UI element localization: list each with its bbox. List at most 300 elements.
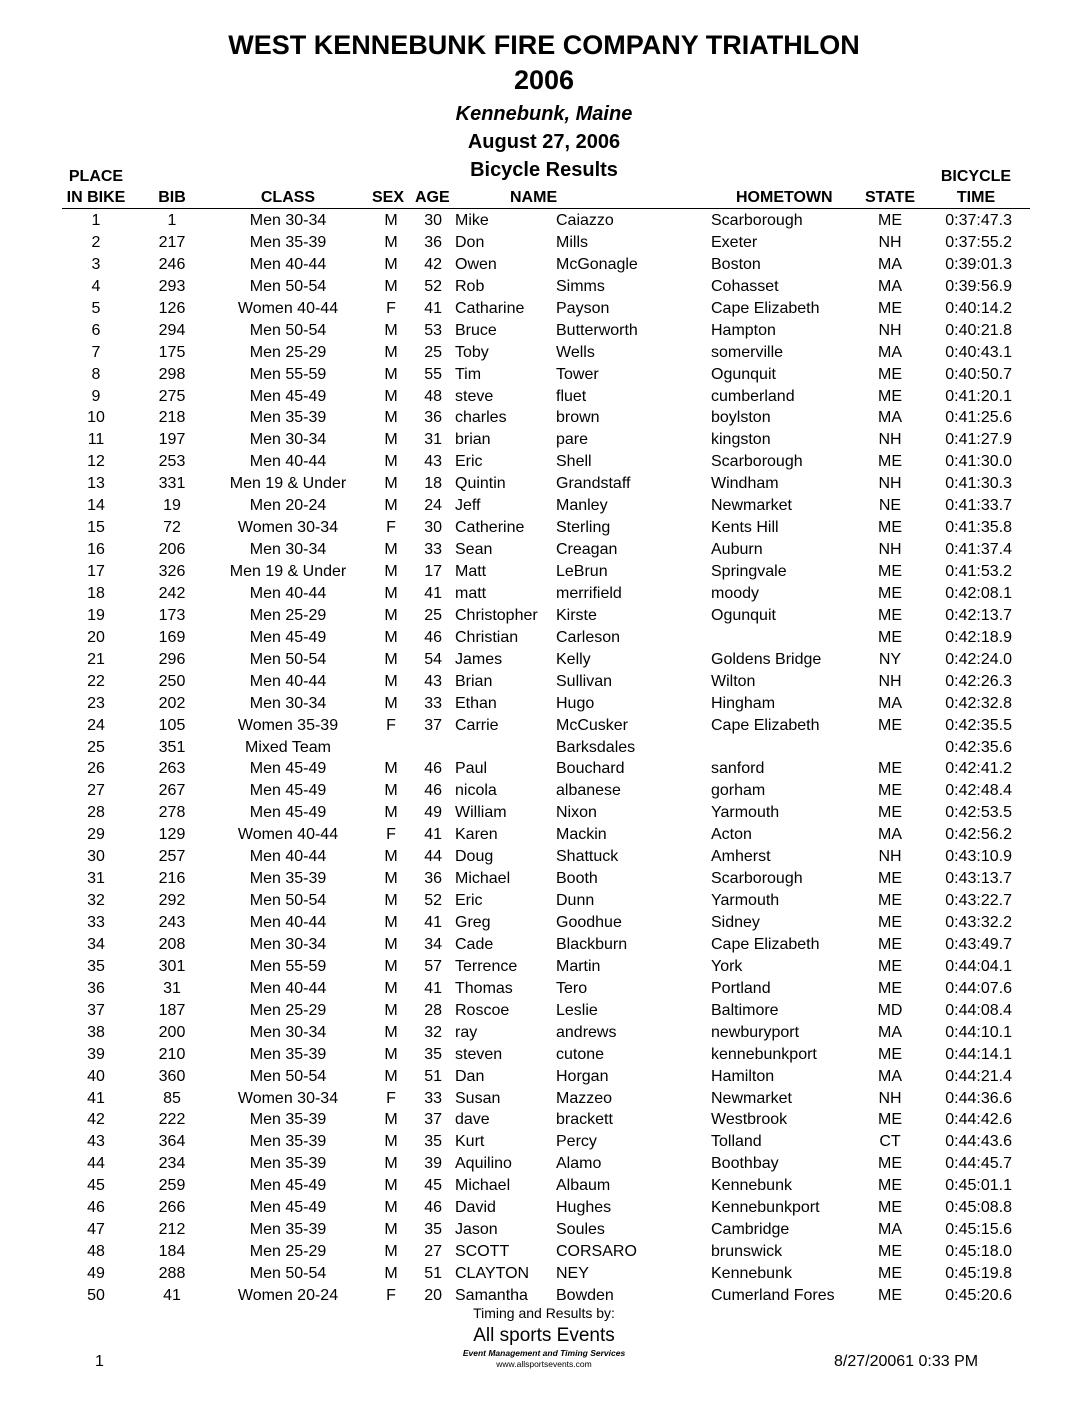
bib-cell: 294 — [158, 321, 186, 339]
bib-cell: 278 — [158, 804, 186, 822]
hometown-cell: Kents Hill — [711, 519, 779, 537]
sex-cell: M — [384, 584, 398, 602]
bike-time-cell: 0:42:26.3 — [945, 672, 1012, 690]
state-cell: NH — [878, 475, 902, 493]
state-cell: ME — [878, 979, 902, 997]
state-cell: NH — [878, 431, 902, 449]
bib-cell: 253 — [158, 453, 186, 471]
class-cell: Women 30-34 — [237, 1089, 339, 1107]
state-cell: ME — [878, 453, 902, 471]
last-name-cell: Shattuck — [556, 848, 619, 866]
place-cell: 2 — [91, 233, 101, 251]
hometown-cell: Newmarket — [711, 497, 792, 515]
table-row — [0, 846, 1088, 868]
bib-cell: 105 — [158, 716, 186, 734]
age-cell: 41 — [424, 299, 442, 317]
table-row — [0, 517, 1088, 539]
column-header-place-line1: PLACE — [68, 168, 124, 185]
first-name-cell: Owen — [455, 255, 497, 273]
sex-cell: M — [384, 321, 398, 339]
last-name-cell: Mills — [556, 233, 588, 251]
state-cell: NH — [878, 1089, 902, 1107]
hometown-cell: Newmarket — [711, 1089, 792, 1107]
class-cell: Men 30-34 — [249, 935, 327, 953]
table-row — [0, 1131, 1088, 1153]
last-name-cell: Creagan — [556, 541, 618, 559]
age-cell: 35 — [424, 1045, 442, 1063]
sex-cell: M — [384, 606, 398, 624]
sex-cell: M — [384, 1001, 398, 1019]
class-cell: Men 30-34 — [249, 431, 327, 449]
page-number: 1 — [95, 1353, 104, 1370]
table-row — [0, 583, 1088, 605]
state-cell: ME — [878, 935, 902, 953]
table-row — [0, 429, 1088, 451]
hometown-cell: Boothbay — [711, 1155, 779, 1173]
bike-time-cell: 0:40:50.7 — [945, 365, 1012, 383]
first-name-cell: Kurt — [455, 1133, 485, 1151]
age-cell: 33 — [424, 541, 442, 559]
state-cell: ME — [878, 519, 902, 537]
place-cell: 4 — [91, 277, 101, 295]
table-row — [0, 451, 1088, 473]
first-name-cell: charles — [455, 409, 507, 427]
bib-cell: 197 — [158, 431, 186, 449]
bib-cell: 301 — [158, 957, 186, 975]
age-cell: 25 — [424, 606, 442, 624]
bib-cell: 216 — [158, 870, 186, 888]
bike-time-cell: 0:39:01.3 — [945, 255, 1012, 273]
bike-time-cell: 0:42:35.6 — [945, 738, 1012, 756]
place-cell: 40 — [87, 1067, 105, 1085]
class-cell: Men 40-44 — [249, 255, 327, 273]
hometown-cell: Cambridge — [711, 1221, 790, 1239]
first-name-cell: Ethan — [455, 694, 497, 712]
class-cell: Men 50-54 — [249, 277, 327, 295]
class-cell: Men 40-44 — [249, 848, 327, 866]
place-cell: 33 — [87, 914, 105, 931]
place-cell: 27 — [87, 782, 105, 800]
hometown-cell: Portland — [711, 979, 771, 997]
table-row — [0, 1263, 1088, 1285]
age-cell: 46 — [424, 628, 442, 646]
table-row — [0, 232, 1088, 254]
bib-cell: 326 — [158, 563, 186, 580]
bike-time-cell: 0:42:32.8 — [945, 694, 1012, 712]
sex-cell: M — [384, 694, 398, 712]
bib-cell: 243 — [158, 914, 186, 931]
bike-time-cell: 0:45:15.6 — [945, 1221, 1012, 1239]
first-name-cell: Terrence — [455, 957, 518, 975]
age-cell: 41 — [424, 914, 442, 931]
last-name-cell: Grandstaff — [556, 475, 631, 493]
sex-cell: M — [384, 935, 398, 953]
hometown-cell: gorham — [711, 782, 766, 800]
sex-cell: M — [384, 628, 398, 646]
last-name-cell: Horgan — [556, 1067, 609, 1085]
age-cell: 52 — [424, 277, 442, 295]
last-name-cell: Kirste — [556, 606, 597, 624]
timing-company: All sports Events — [473, 1325, 615, 1346]
place-cell: 12 — [87, 453, 105, 471]
age-cell: 42 — [424, 255, 442, 273]
table-row — [0, 1153, 1088, 1175]
last-name-cell: Percy — [556, 1133, 597, 1151]
bike-time-cell: 0:45:08.8 — [945, 1199, 1012, 1217]
bike-time-cell: 0:45:20.6 — [945, 1286, 1012, 1304]
sex-cell: M — [384, 1023, 398, 1041]
bib-cell: 234 — [158, 1155, 186, 1173]
bib-cell: 267 — [158, 782, 186, 800]
first-name-cell: Carrie — [455, 716, 499, 734]
hometown-cell: Yarmouth — [711, 804, 780, 822]
hometown-cell: Amherst — [711, 848, 771, 866]
state-cell: ME — [878, 584, 902, 602]
sex-cell: M — [384, 804, 398, 822]
place-cell: 20 — [87, 628, 105, 646]
bib-cell: 202 — [158, 694, 186, 712]
hometown-cell: Hamilton — [711, 1067, 775, 1085]
last-name-cell: Bouchard — [556, 760, 625, 778]
age-cell: 41 — [424, 584, 442, 602]
bib-cell: 250 — [158, 672, 186, 690]
sex-cell: M — [384, 563, 398, 580]
bike-time-cell: 0:44:08.4 — [945, 1001, 1012, 1019]
bike-time-cell: 0:43:10.9 — [945, 848, 1012, 866]
bib-cell: 298 — [158, 365, 186, 383]
bib-cell: 19 — [163, 497, 181, 515]
state-cell: NH — [878, 233, 902, 251]
first-name-cell: Catharine — [455, 299, 525, 317]
age-cell: 33 — [424, 694, 442, 712]
first-name-cell: Jeff — [455, 497, 481, 515]
sex-cell: M — [384, 1045, 398, 1063]
hometown-cell: Hingham — [711, 694, 776, 712]
place-cell: 11 — [87, 431, 105, 449]
table-row — [0, 1175, 1088, 1197]
state-cell: ME — [878, 1243, 902, 1261]
sex-cell: M — [384, 1243, 398, 1261]
last-name-cell: Albaum — [556, 1177, 611, 1195]
place-cell: 19 — [87, 606, 105, 624]
first-name-cell: Jason — [455, 1221, 498, 1239]
class-cell: Women 35-39 — [237, 716, 339, 734]
bib-cell: 266 — [158, 1199, 186, 1217]
first-name-cell: Eric — [455, 453, 483, 471]
place-cell: 47 — [87, 1221, 105, 1239]
class-cell: Men 25-29 — [249, 1243, 327, 1261]
bib-cell: 222 — [158, 1111, 186, 1129]
sex-cell: M — [384, 914, 398, 931]
place-cell: 25 — [87, 738, 105, 756]
hometown-cell: Cumerland Fores — [711, 1286, 835, 1304]
bib-cell: 41 — [163, 1286, 181, 1304]
class-cell: Men 25-29 — [249, 343, 327, 361]
class-cell: Men 25-29 — [249, 1001, 327, 1019]
bike-time-cell: 0:42:56.2 — [945, 826, 1012, 844]
table-row — [0, 956, 1088, 978]
place-cell: 49 — [87, 1265, 105, 1282]
bike-time-cell: 0:41:27.9 — [945, 431, 1012, 449]
last-name-cell: LeBrun — [556, 563, 608, 580]
bib-cell: 200 — [158, 1023, 186, 1041]
sex-cell: M — [384, 1111, 398, 1129]
place-cell: 24 — [87, 716, 105, 734]
age-cell: 35 — [424, 1133, 442, 1151]
last-name-cell: Goodhue — [556, 914, 622, 931]
sex-cell: M — [384, 541, 398, 559]
bib-cell: 296 — [158, 650, 186, 668]
state-cell: ME — [878, 606, 902, 624]
place-cell: 10 — [87, 409, 105, 427]
last-name-cell: Bowden — [556, 1286, 614, 1304]
first-name-cell: steve — [455, 387, 494, 405]
class-cell: Men 50-54 — [249, 1067, 327, 1085]
class-cell: Men 20-24 — [249, 497, 327, 515]
state-cell: ME — [878, 628, 902, 646]
age-cell: 20 — [424, 1286, 442, 1304]
place-cell: 39 — [87, 1045, 105, 1063]
last-name-cell: Butterworth — [556, 321, 638, 339]
place-cell: 15 — [87, 519, 105, 537]
table-row — [0, 254, 1088, 276]
table-row — [0, 1066, 1088, 1088]
bib-cell: 210 — [158, 1045, 186, 1063]
bike-time-cell: 0:41:37.4 — [945, 541, 1012, 559]
first-name-cell: Paul — [455, 760, 488, 778]
table-row — [0, 890, 1088, 912]
bike-time-cell: 0:44:04.1 — [945, 957, 1012, 975]
class-cell: Men 35-39 — [249, 1111, 327, 1129]
age-cell: 55 — [424, 365, 442, 383]
last-name-cell: fluet — [556, 387, 587, 405]
class-cell: Men 50-54 — [249, 892, 327, 910]
sex-cell: M — [384, 650, 398, 668]
last-name-cell: Kelly — [556, 650, 591, 668]
bib-cell: 242 — [158, 584, 186, 602]
age-cell: 30 — [424, 519, 442, 537]
table-row — [0, 802, 1088, 824]
class-cell: Men 19 & Under — [229, 475, 347, 493]
age-cell: 54 — [424, 650, 442, 668]
last-name-cell: Mazzeo — [556, 1089, 613, 1107]
state-cell: ME — [878, 299, 902, 317]
place-cell: 16 — [87, 541, 105, 559]
bib-cell: 360 — [158, 1067, 186, 1085]
table-row — [0, 649, 1088, 671]
bib-cell: 218 — [158, 409, 186, 427]
first-name-cell: Greg — [455, 914, 491, 931]
place-cell: 1 — [91, 212, 101, 229]
class-cell: Men 35-39 — [249, 1133, 327, 1151]
bib-cell: 292 — [158, 892, 186, 910]
hometown-cell: York — [711, 957, 743, 975]
last-name-cell: McCusker — [556, 716, 629, 734]
age-cell: 57 — [424, 957, 442, 975]
first-name-cell: Michael — [455, 870, 511, 888]
state-cell: ME — [878, 1199, 902, 1217]
place-cell: 8 — [91, 365, 101, 383]
bike-time-cell: 0:43:13.7 — [945, 870, 1012, 888]
first-name-cell: brian — [455, 431, 491, 449]
place-cell: 37 — [87, 1001, 105, 1019]
bib-cell: 187 — [158, 1001, 186, 1019]
place-cell: 22 — [87, 672, 105, 690]
state-cell: MA — [878, 255, 902, 273]
class-cell: Men 25-29 — [249, 606, 327, 624]
hometown-cell: Yarmouth — [711, 892, 780, 910]
state-cell: MA — [878, 343, 902, 361]
first-name-cell: William — [455, 804, 507, 822]
first-name-cell: Matt — [455, 563, 487, 580]
state-cell: CT — [879, 1133, 901, 1151]
table-row — [0, 715, 1088, 737]
class-cell: Men 30-34 — [249, 1023, 327, 1041]
sex-cell: M — [384, 212, 398, 229]
table-row — [0, 627, 1088, 649]
hometown-cell: Cape Elizabeth — [711, 935, 820, 953]
state-cell: MA — [878, 694, 902, 712]
first-name-cell: Eric — [455, 892, 483, 910]
sex-cell: F — [386, 519, 396, 537]
bike-time-cell: 0:41:25.6 — [945, 409, 1012, 427]
bike-time-cell: 0:44:14.1 — [945, 1045, 1012, 1063]
state-cell: ME — [878, 387, 902, 405]
bike-time-cell: 0:45:19.8 — [945, 1265, 1012, 1282]
hometown-cell: Kennebunkport — [711, 1199, 820, 1217]
first-name-cell: Dan — [455, 1067, 485, 1085]
age-cell: 27 — [424, 1243, 442, 1261]
class-cell: Men 40-44 — [249, 453, 327, 471]
bike-time-cell: 0:42:24.0 — [945, 650, 1012, 668]
place-cell: 50 — [87, 1286, 105, 1304]
class-cell: Men 35-39 — [249, 233, 327, 251]
first-name-cell: Catherine — [455, 519, 525, 537]
last-name-cell: Sullivan — [556, 672, 613, 690]
bib-cell: 208 — [158, 935, 186, 953]
state-cell: ME — [878, 892, 902, 910]
first-name-cell: Karen — [455, 826, 498, 844]
age-cell: 51 — [424, 1265, 442, 1282]
sex-cell: M — [384, 255, 398, 273]
column-header-name: NAME — [510, 189, 558, 206]
first-name-cell: Don — [455, 233, 485, 251]
hometown-cell: Westbrook — [711, 1111, 788, 1129]
hometown-cell: kingston — [711, 431, 771, 449]
document-header — [0, 28, 1088, 184]
bike-time-cell: 0:44:07.6 — [945, 979, 1012, 997]
bike-time-cell: 0:44:43.6 — [945, 1133, 1012, 1151]
sex-cell: F — [386, 1089, 396, 1107]
class-cell: Men 35-39 — [249, 409, 327, 427]
table-row — [0, 386, 1088, 408]
bike-time-cell: 0:39:56.9 — [945, 277, 1012, 295]
state-cell: NH — [878, 848, 902, 866]
state-cell: ME — [878, 1265, 902, 1282]
age-cell: 41 — [424, 979, 442, 997]
state-cell: MA — [878, 1067, 902, 1085]
bib-cell: 184 — [158, 1243, 186, 1261]
sex-cell: M — [384, 1177, 398, 1195]
age-cell: 48 — [424, 387, 442, 405]
table-row — [0, 539, 1088, 561]
table-row — [0, 342, 1088, 364]
hometown-cell: Ogunquit — [711, 365, 776, 383]
bike-time-cell: 0:43:49.7 — [945, 935, 1012, 953]
place-cell: 17 — [87, 563, 105, 580]
bib-cell: 275 — [158, 387, 186, 405]
column-header-time-line2: TIME — [956, 189, 996, 206]
class-cell: Men 45-49 — [249, 387, 327, 405]
bib-cell: 246 — [158, 255, 186, 273]
age-cell: 46 — [424, 760, 442, 778]
table-row — [0, 912, 1088, 934]
state-cell: MA — [878, 826, 902, 844]
age-cell: 36 — [424, 233, 442, 251]
state-cell: ME — [878, 563, 902, 580]
class-cell: Men 55-59 — [249, 957, 327, 975]
document-year: 2006 — [513, 65, 575, 95]
age-cell: 36 — [424, 870, 442, 888]
class-cell: Men 40-44 — [249, 979, 327, 997]
bib-cell: 263 — [158, 760, 186, 778]
table-row — [0, 364, 1088, 386]
first-name-cell: Quintin — [455, 475, 506, 493]
place-cell: 42 — [87, 1111, 105, 1129]
company-website: www.allsportsevents.com — [496, 1359, 592, 1369]
first-name-cell: Christopher — [455, 606, 538, 624]
class-cell: Men 35-39 — [249, 1045, 327, 1063]
sex-cell: M — [384, 1199, 398, 1217]
last-name-cell: Payson — [556, 299, 610, 317]
state-cell: ME — [878, 1111, 902, 1129]
last-name-cell: andrews — [556, 1023, 617, 1041]
last-name-cell: Booth — [556, 870, 598, 888]
table-row — [0, 671, 1088, 693]
table-row — [0, 1044, 1088, 1066]
class-cell: Men 30-34 — [249, 212, 327, 229]
place-cell: 41 — [87, 1089, 105, 1107]
sex-cell: M — [384, 1221, 398, 1239]
age-cell: 44 — [424, 848, 442, 866]
place-cell: 32 — [87, 892, 105, 910]
bib-cell: 72 — [163, 519, 181, 537]
place-cell: 36 — [87, 979, 105, 997]
table-row — [0, 1197, 1088, 1219]
age-cell: 41 — [424, 826, 442, 844]
bike-time-cell: 0:44:10.1 — [945, 1023, 1012, 1041]
place-cell: 44 — [87, 1155, 105, 1173]
state-cell: ME — [878, 212, 902, 229]
age-cell: 36 — [424, 409, 442, 427]
bib-cell: 364 — [158, 1133, 186, 1151]
column-header-hometown: HOMETOWN — [736, 189, 833, 206]
place-cell: 23 — [87, 694, 105, 712]
sex-cell: F — [386, 826, 396, 844]
first-name-cell: Samantha — [455, 1286, 528, 1304]
table-row — [0, 561, 1088, 583]
place-cell: 13 — [87, 475, 105, 493]
state-cell: ME — [878, 1286, 902, 1304]
place-cell: 28 — [87, 804, 105, 822]
class-cell: Men 30-34 — [249, 694, 327, 712]
age-cell: 45 — [424, 1177, 442, 1195]
class-cell: Women 30-34 — [237, 519, 339, 537]
place-cell: 45 — [87, 1177, 105, 1195]
first-name-cell: Doug — [455, 848, 494, 866]
table-row — [0, 1219, 1088, 1241]
place-cell: 38 — [87, 1023, 105, 1041]
